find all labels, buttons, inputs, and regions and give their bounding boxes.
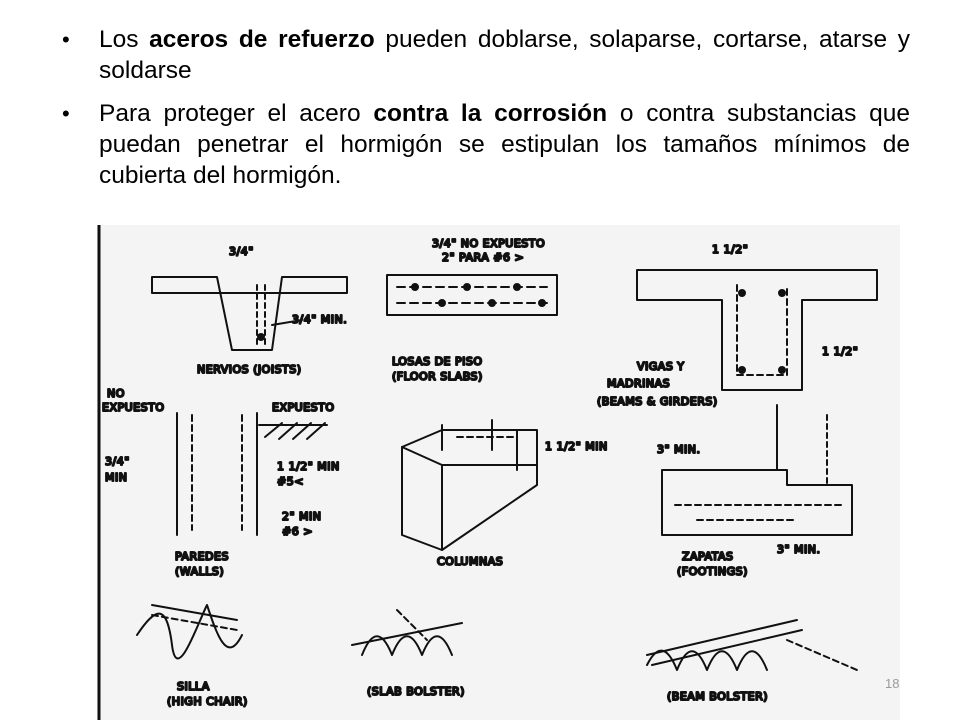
wall-label-2: (WALLS): [175, 565, 225, 578]
beam-label-2: MADRINAS: [607, 377, 671, 390]
bullet-text: o contra substancias que puedan penetrar el hormigón se estipulan los tamaños mínimos de cubierta del hormigón.: [99, 100, 911, 189]
bullet-text: Para proteger el acero: [99, 100, 374, 127]
joist-dim-top: 3/4": [229, 245, 254, 258]
slab-bolster: [352, 610, 462, 655]
column-label: COLUMNAS: [437, 555, 504, 568]
high-chair-label-2: (HIGH CHAIR): [167, 695, 248, 708]
footing-label-1: ZAPATAS: [682, 550, 734, 563]
bullet-bold-text: aceros de refuerzo: [149, 26, 375, 53]
wall-dim-left-1: 3/4": [105, 455, 130, 468]
beam-dim-top: 1 1/2": [712, 243, 749, 256]
wall-note-1: NO: [107, 387, 125, 400]
footing-dim-top: 3" MIN.: [657, 443, 701, 456]
beam-bolster-label: (BEAM BOLSTER): [667, 690, 769, 703]
column-dim: 1 1/2" MIN: [545, 440, 608, 453]
bullet-item: [62, 24, 910, 86]
bullet-bold-text: contra la corrosión: [373, 100, 608, 127]
beam-label-1: VIGAS Y: [637, 360, 685, 373]
slab-dim-1: 3/4" NO EXPUESTO: [432, 237, 546, 250]
slab-section: [387, 275, 557, 315]
bullet-item: [62, 98, 910, 191]
bullet-dot: •: [62, 27, 70, 52]
wall-dim-1: 1 1/2" MIN: [277, 460, 340, 473]
column-section: [402, 420, 537, 550]
beam-label-3: (BEAMS & GIRDERS): [597, 395, 718, 408]
beam-bolster: [647, 620, 857, 670]
bullet-list: [62, 24, 910, 203]
footing-label-2: (FOOTINGS): [677, 565, 748, 578]
wall-dim-3: 2" MIN: [282, 510, 322, 523]
bullet-text: Los: [99, 26, 150, 53]
wall-note-3: EXPUESTO: [272, 401, 335, 414]
wall-dim-4: #6 >: [282, 525, 313, 538]
sketch-drawing: [97, 225, 900, 720]
footing-dim-bottom: 3" MIN.: [777, 543, 821, 556]
page-number: 18: [885, 676, 900, 691]
bullet-text: pueden doblarse, solaparse, cortarse, atarse y soldarse: [99, 26, 910, 84]
beam-dim-side: 1 1/2": [822, 345, 859, 358]
wall-dim-left-2: MIN: [105, 471, 128, 484]
slab-bolster-label: (SLAB BOLSTER): [367, 685, 465, 698]
slab-dim-2: 2" PARA #6 >: [442, 251, 525, 264]
wall-label-1: PAREDES: [175, 550, 229, 563]
bullet-dot: •: [62, 101, 70, 126]
joist-label: NERVIOS (JOISTS): [197, 363, 302, 376]
slab-label-1: LOSAS DE PISO: [392, 355, 483, 368]
footing-section: [662, 405, 852, 535]
slab-label-2: (FLOOR SLABS): [392, 370, 483, 383]
high-chair-label-1: SILLA: [177, 680, 210, 693]
high-chair: [137, 605, 242, 658]
wall-dim-2: #5<: [277, 475, 304, 488]
wall-note-2: EXPUESTO: [102, 401, 165, 414]
reinforcement-sketch: [97, 225, 900, 720]
joist-dim-side: 3/4" MIN.: [292, 313, 348, 326]
